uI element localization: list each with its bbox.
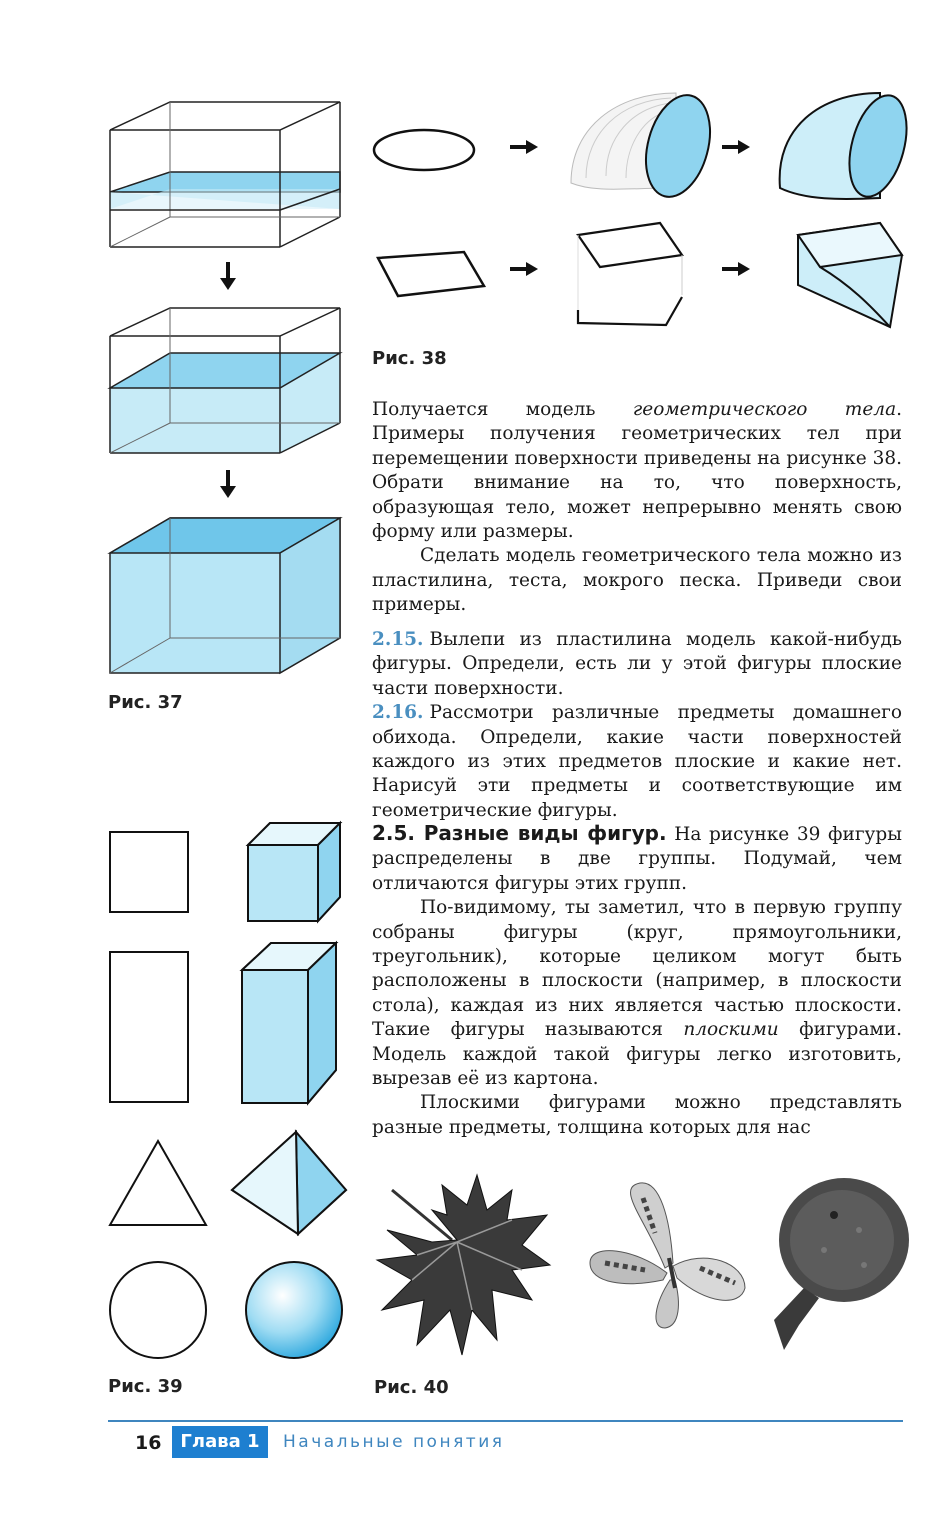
fig38-solid-ellipse (770, 88, 910, 208)
exercise-2-15 (372, 628, 902, 701)
fig39-cube (240, 815, 350, 925)
right-arrow-icon (510, 140, 540, 154)
exercise-number: 2.15. (372, 629, 424, 650)
exercise-text: Вылепи из пластилина модель какой-нибудь фигуры. Определи, есть ли у этой фигуры плоские части поверхности. (372, 629, 902, 699)
chapter-badge: Глава 1 (172, 1426, 268, 1458)
right-arrow-icon (722, 262, 752, 276)
fig37-caption: Рис. 37 (108, 692, 183, 713)
down-arrow-icon (218, 262, 238, 292)
page-number: 16 (135, 1432, 162, 1454)
fig40-leaf-image (372, 1170, 557, 1360)
fig39-pyramid (228, 1128, 358, 1238)
term-flat-figures: плоскими (683, 1019, 779, 1041)
exercise-number: 2.16. (372, 702, 424, 724)
fig38-sweep-parallelogram (570, 215, 690, 335)
paragraph-3-b: фигурами. Модель каждой такой фигуры легко изготовить, вырезав её из картона. (372, 1019, 902, 1090)
exercise-text: Рассмотри различные предметы домашнего обихода. Определи, какие части поверхностей каждого из этих предметов плоские и какие нет. Нарисуй эти предметы и соответствующие им геометрические фигуры. (372, 702, 902, 821)
fig39-rectangle (108, 950, 198, 1110)
fig39-circle (106, 1258, 216, 1368)
fig37-box-2 (100, 298, 350, 458)
fig38-solid-prism (790, 215, 910, 335)
body-text-1 (372, 398, 902, 618)
fig39-box (236, 935, 346, 1110)
down-arrow-icon (218, 470, 238, 500)
paragraph-4: Плоскими фигурами можно представлять разные предметы, толщина которых для нас (372, 1092, 902, 1138)
fig39-square (108, 830, 198, 920)
footer-rule (108, 1420, 903, 1422)
exercises-block (372, 628, 902, 823)
right-arrow-icon (722, 140, 752, 154)
exercise-2-16 (372, 701, 902, 823)
fig38-parallelogram (372, 246, 492, 306)
fig37-box-3 (100, 508, 350, 678)
paragraph-2: Сделать модель геометрического тела можно из пластилина, теста, мокрого песка. Приведи свои примеры. (372, 545, 902, 616)
section-2-5 (372, 821, 902, 1140)
term-geometric-body: геометрического тела (632, 399, 897, 420)
fig38-sweep-ellipse (566, 88, 716, 208)
paragraph-1-a: Получается модель (372, 399, 633, 420)
right-arrow-icon (510, 262, 540, 276)
fig40-caption: Рис. 40 (374, 1377, 449, 1398)
section-title: 2.5. Разные виды фигур. (372, 821, 667, 845)
paragraph-1-b: . Примеры получения геометрических тел при перемещении поверхности приведены на рисунке 38. Обрати внимание на то, что поверхность, образующая тело, может непрерывно менять свою форму или размеры. (372, 399, 902, 543)
fig38-caption: Рис. 38 (372, 348, 447, 369)
fig40-butterfly-image (585, 1178, 755, 1338)
chapter-title: Начальные понятия (283, 1432, 505, 1452)
fig38-ellipse (372, 124, 482, 174)
fig40-fish-image (764, 1170, 914, 1355)
section-intro: На рисунке 39 фигуры распределены в две группы. Подумай, чем отличаются фигуры этих групп. (372, 824, 903, 894)
paragraph-3-a: По-видимому, ты заметил, что в первую группу собраны фигуры (круг, прямоугольники, треугольник), которые целиком могут быть расположены в плоскости (например, в плоскости стола), каждая из них является частью плоскости. Такие фигуры называются (372, 897, 902, 1041)
fig39-triangle (106, 1135, 216, 1235)
fig39-sphere (242, 1258, 352, 1368)
fig37-box-1 (100, 92, 350, 252)
fig39-caption: Рис. 39 (108, 1376, 183, 1397)
